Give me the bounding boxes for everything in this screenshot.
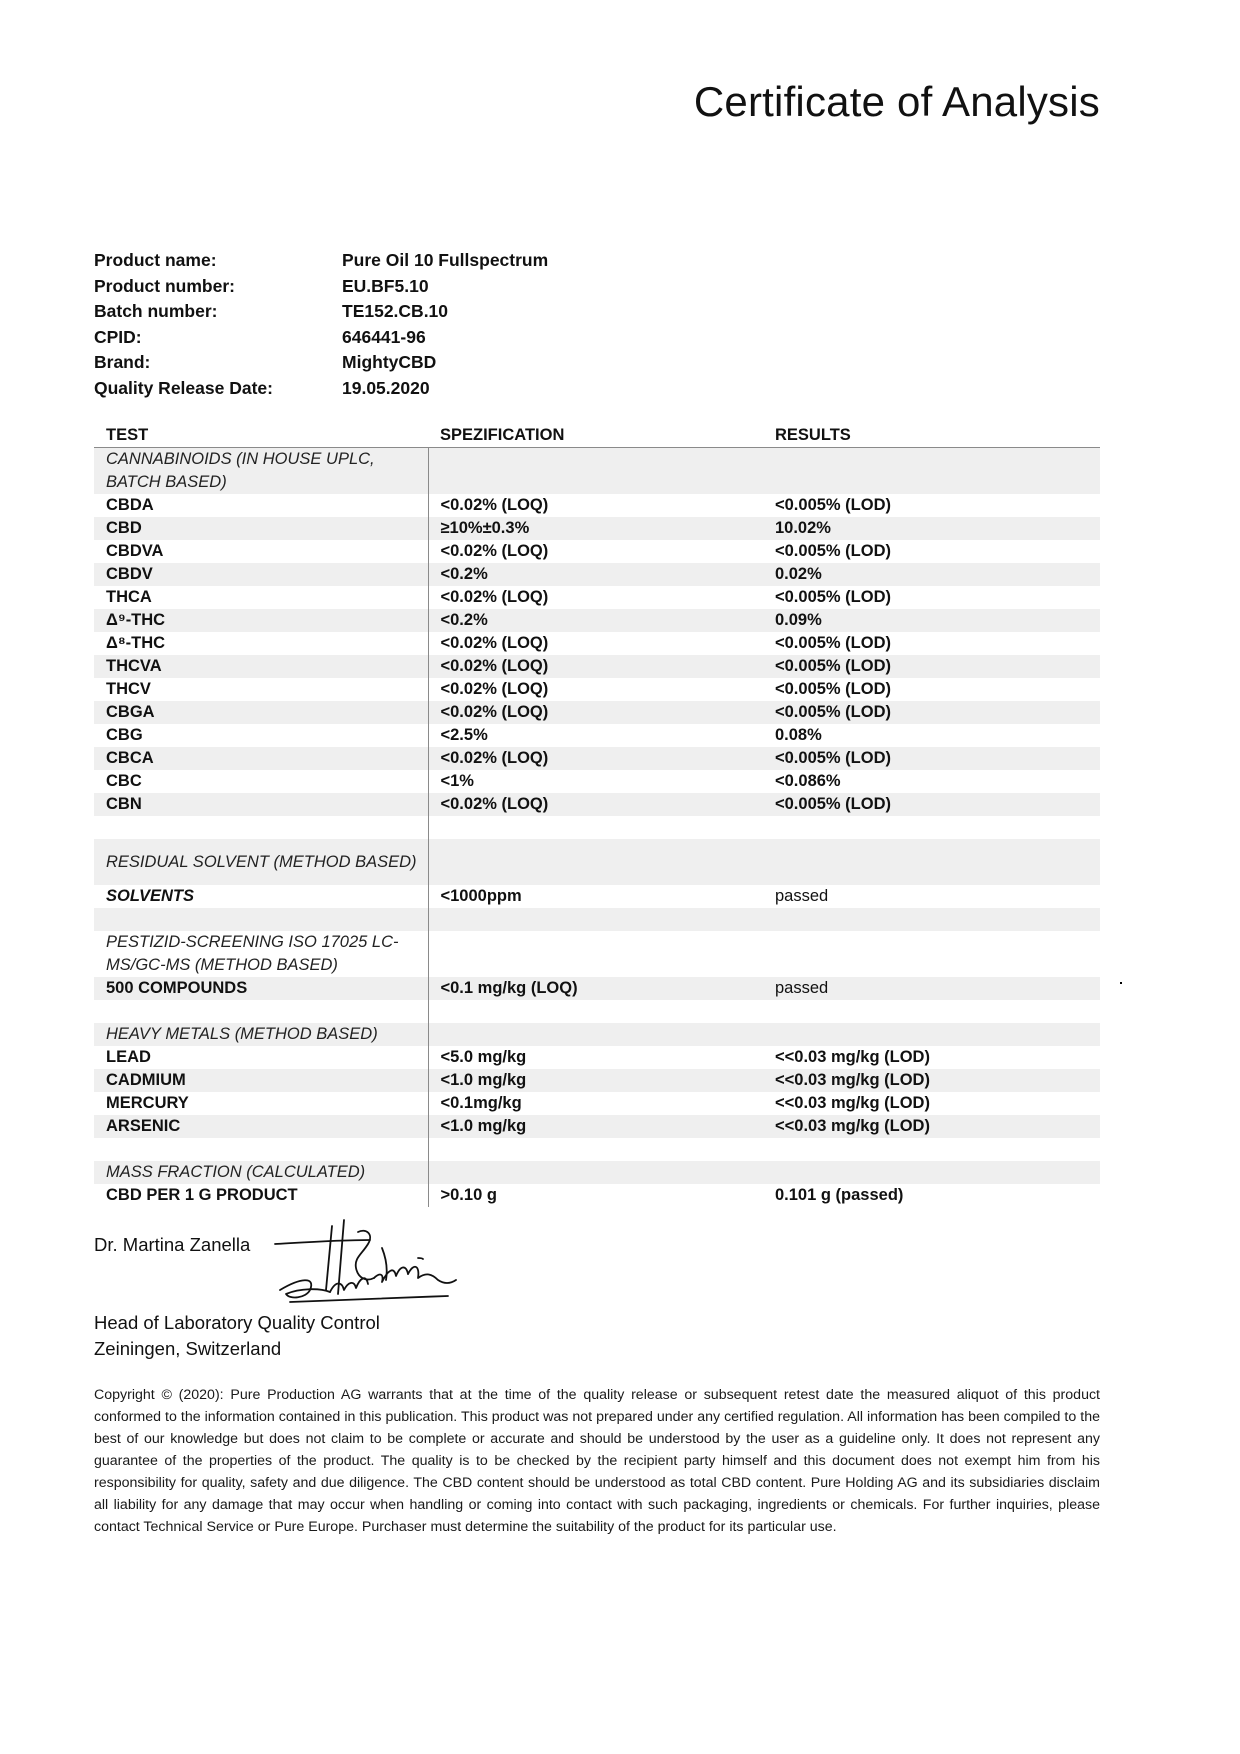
test-name: CBDV (94, 563, 428, 586)
table-cell (763, 931, 1100, 977)
test-name: CBN (94, 793, 428, 816)
test-name: Δ⁸-THC (94, 632, 428, 655)
info-value: 646441-96 (342, 326, 426, 347)
spec-value: <0.1 mg/kg (LOQ) (428, 977, 763, 1000)
result-value: <0.005% (LOD) (775, 496, 891, 514)
section-label: PESTIZID-SCREENING ISO 17025 LC-MS/GC-MS (METHOD BASED) (94, 931, 428, 977)
result-value: passed (763, 977, 1100, 1000)
spec-value: <1% (440, 772, 474, 790)
table-row (94, 747, 1100, 770)
result-value: passed (775, 887, 829, 905)
result-value: <0.005% (LOD) (763, 747, 1100, 770)
test-name: CADMIUM (94, 1069, 428, 1092)
info-value: 19.05.2020 (342, 377, 430, 398)
table-row (94, 517, 1100, 540)
section-label: HEAVY METALS (METHOD BASED) (94, 1023, 428, 1046)
test-name: CBGA (94, 701, 428, 724)
test-name: CBD PER 1 G PRODUCT (94, 1184, 428, 1207)
result-value: 0.101 g (passed) (775, 1186, 904, 1204)
section-row-residual-solvent (94, 839, 1100, 885)
table-row (94, 701, 1100, 724)
result-value: 0.09% (763, 609, 1100, 632)
table-cell (763, 816, 1100, 839)
info-row-product-number (94, 274, 548, 300)
table-cell (428, 816, 763, 839)
table-cell (94, 1000, 428, 1023)
spec-value: <0.2% (428, 609, 763, 632)
table-cell (428, 1161, 763, 1184)
table-row (94, 609, 1100, 632)
table-row (94, 1092, 1100, 1115)
section-row-cannabinoids (94, 448, 1100, 495)
result-value: 0.02% (763, 563, 1100, 586)
table-cell (428, 1000, 763, 1023)
test-name: CBDA (94, 494, 428, 517)
table-row (94, 586, 1100, 609)
spec-value: <1.0 mg/kg (428, 1069, 763, 1092)
table-row (94, 678, 1100, 701)
table-row (94, 540, 1100, 563)
info-label: CPID: (94, 326, 142, 347)
spec-value: <5.0 mg/kg (440, 1048, 527, 1066)
spec-value: <0.02% (LOQ) (440, 542, 549, 560)
table-cell (428, 1138, 763, 1161)
spec-value: <0.02% (LOQ) (440, 496, 549, 514)
table-cell (428, 931, 763, 977)
spec-value: <0.02% (LOQ) (428, 747, 763, 770)
info-value: EU.BF5.10 (342, 275, 429, 296)
test-name: CBG (94, 724, 428, 747)
results-table (94, 423, 1100, 1207)
test-name: LEAD (94, 1046, 428, 1069)
spacer-row (94, 816, 1100, 839)
info-value: MightyCBD (342, 352, 437, 373)
info-label: Batch number: (94, 301, 218, 322)
document-title: Certificate of Analysis (693, 78, 1100, 125)
spec-value: <0.02% (LOQ) (440, 634, 549, 652)
test-name: THCA (94, 586, 428, 609)
result-value: 0.08% (775, 726, 822, 744)
scan-artifact-dot (1120, 982, 1122, 984)
spec-value: <2.5% (440, 726, 488, 744)
header-results: RESULTS (763, 423, 1100, 448)
table-row (94, 494, 1100, 517)
table-cell (763, 1000, 1100, 1023)
section-row-mass-fraction (94, 1161, 1100, 1184)
table-cell (94, 816, 428, 839)
legal-disclaimer: Copyright © (2020): Pure Production AG warrants that at the time of the quality release or subsequent retest date the measured aliquot of this product conformed to the information contained in this publication. This product was not prepared under any certified regulation. All information has been compiled to the best of our knowledge but does not claim to be complete or accurate and should be understood by the user as a guideline only. It does not represent any guarantee of the properties of the product. The quality is to be checked by the recipient party himself and this document does not exempt him from his responsibility for quality, safety and due diligence. The CBD content should be understood as total CBD content. Pure Holding AG and its subsidiaries disclaim all liability for any damage that may occur when handling or coming into contact with such packaging, ingredients or chemicals. For further inquiries, please contact Technical Service or Pure Europe. Purchaser must determine the suitability of the product for its particular use. (94, 1387, 1100, 1535)
table-cell (428, 1023, 763, 1046)
result-value: <<0.03 mg/kg (LOD) (775, 1094, 930, 1112)
section-label: RESIDUAL SOLVENT (METHOD BASED) (94, 839, 428, 885)
info-row-release-date (94, 376, 548, 402)
signatory-name: Dr. Martina Zanella (94, 1234, 251, 1255)
section-row-pesticide-screening (94, 931, 1100, 977)
info-row-cpid (94, 325, 548, 351)
table-cell (428, 839, 763, 885)
spacer-row (94, 1000, 1100, 1023)
result-value: <<0.03 mg/kg (LOD) (763, 1115, 1100, 1138)
result-value: <0.005% (LOD) (763, 655, 1100, 678)
test-name: Δ⁹-THC (94, 609, 428, 632)
test-name: ARSENIC (94, 1115, 428, 1138)
table-row (94, 1115, 1100, 1138)
header-specification: SPEZIFICATION (428, 423, 763, 448)
spec-value: >0.10 g (440, 1186, 497, 1204)
info-label: Quality Release Date: (94, 377, 273, 398)
table-cell (763, 1138, 1100, 1161)
result-value: <<0.03 mg/kg (LOD) (775, 1048, 930, 1066)
result-value: <<0.03 mg/kg (LOD) (763, 1069, 1100, 1092)
spec-value: <1000ppm (440, 887, 522, 905)
info-row-product-name (94, 248, 548, 274)
table-row (94, 1046, 1100, 1069)
table-row (94, 632, 1100, 655)
table-row (94, 1069, 1100, 1092)
header-test: TEST (94, 423, 428, 448)
table-header-row (94, 423, 1100, 448)
info-label: Brand: (94, 352, 151, 373)
spacer-row (94, 908, 1100, 931)
info-label: Product name: (94, 250, 217, 271)
spec-value: <1.0 mg/kg (428, 1115, 763, 1138)
table-cell (763, 1161, 1100, 1184)
test-name: CBD (94, 517, 428, 540)
info-row-brand (94, 350, 548, 376)
table-cell (94, 1138, 428, 1161)
result-value: <0.005% (LOD) (775, 680, 891, 698)
signatory-details (94, 1310, 380, 1362)
spec-value: <0.02% (LOQ) (428, 793, 763, 816)
test-name: CBC (94, 770, 428, 793)
spec-value: <0.02% (LOQ) (440, 588, 549, 606)
test-name: MERCURY (94, 1092, 428, 1115)
section-label: MASS FRACTION (CALCULATED) (94, 1161, 428, 1184)
table-cell (763, 1023, 1100, 1046)
section-row-heavy-metals (94, 1023, 1100, 1046)
table-row (94, 724, 1100, 747)
result-value: 10.02% (763, 517, 1100, 540)
result-value: <0.005% (LOD) (775, 634, 891, 652)
test-name: THCVA (94, 655, 428, 678)
info-label: Product number: (94, 275, 235, 296)
info-value: TE152.CB.10 (342, 301, 449, 322)
table-row (94, 1184, 1100, 1207)
signatory-role: Head of Laboratory Quality Control (94, 1312, 380, 1333)
result-value: <0.005% (LOD) (763, 793, 1100, 816)
table-cell (428, 448, 763, 495)
table-cell (428, 908, 763, 931)
table-row (94, 793, 1100, 816)
test-name: THCV (94, 678, 428, 701)
spacer-row (94, 1138, 1100, 1161)
result-value: <0.005% (LOD) (775, 588, 891, 606)
table-cell (763, 839, 1100, 885)
test-name: SOLVENTS (94, 885, 428, 908)
spec-value: <0.02% (LOQ) (440, 680, 549, 698)
spec-value: ≥10%±0.3% (428, 517, 763, 540)
table-row (94, 977, 1100, 1000)
signatory-location: Zeiningen, Switzerland (94, 1338, 282, 1359)
table-row (94, 885, 1100, 908)
table-row (94, 770, 1100, 793)
result-value: <0.086% (775, 772, 841, 790)
test-name: 500 COMPOUNDS (94, 977, 428, 1000)
table-cell (763, 908, 1100, 931)
info-row-batch-number (94, 299, 548, 325)
table-cell (94, 908, 428, 931)
spec-value: <0.02% (LOQ) (428, 655, 763, 678)
result-value: <0.005% (LOD) (763, 701, 1100, 724)
section-label: CANNABINOIDS (IN HOUSE UPLC, BATCH BASED) (94, 448, 428, 495)
handwritten-signature (270, 1218, 460, 1308)
table-row (94, 655, 1100, 678)
result-value: <0.005% (LOD) (775, 542, 891, 560)
test-name: CBDVA (94, 540, 428, 563)
table-row (94, 563, 1100, 586)
spec-value: <0.1mg/kg (440, 1094, 522, 1112)
spec-value: <0.02% (LOQ) (428, 701, 763, 724)
test-name: CBCA (94, 747, 428, 770)
info-value: Pure Oil 10 Fullspectrum (342, 250, 549, 271)
table-cell (763, 448, 1100, 495)
spec-value: <0.2% (428, 563, 763, 586)
product-info (94, 248, 548, 401)
